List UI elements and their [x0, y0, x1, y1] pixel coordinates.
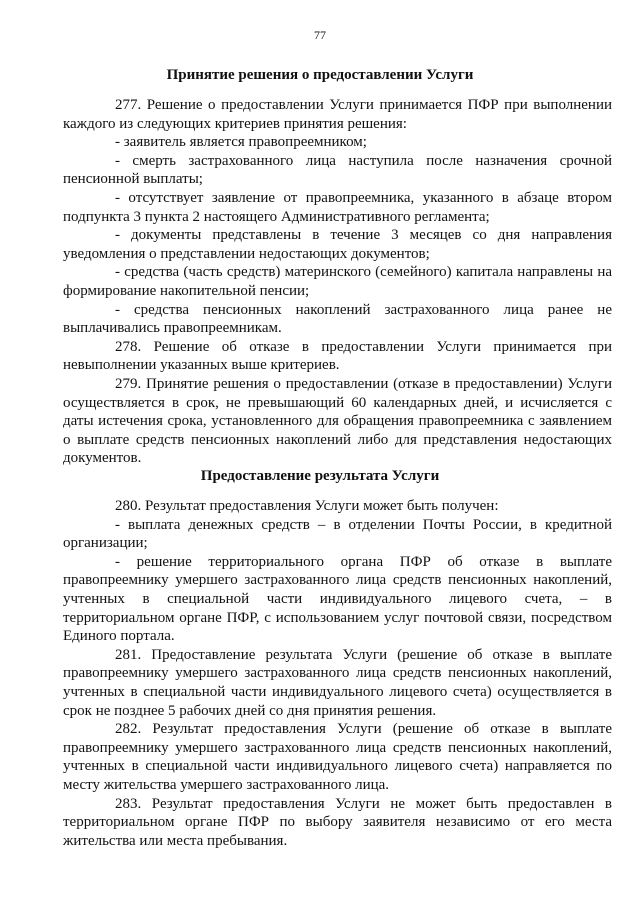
section-heading-decision: Принятие решения о предоставлении Услуги: [166, 67, 474, 83]
paragraph-281: 281. Предоставление результата Услуги (решение об отказе в выплате правопреемнику умершего застрахованного лица средств пенсионных накоплений, учтенных в специальной части индивидуального лицевого счета) осуществляется в срок не позднее 5 рабочих дней со дня принятия решения.: [63, 646, 612, 719]
paragraph-277: 277. Решение о предоставлении Услуги принимается ПФР при выполнении каждого из следующих критериев принятия решения:: [63, 97, 612, 132]
criterion-item: - заявитель является правопреемником;: [115, 134, 367, 151]
page-number: 77: [314, 28, 326, 42]
section-body-result: [63, 497, 612, 850]
paragraph-282: 282. Результат предоставления Услуги (решение об отказе в выплате правопреемнику умершего застрахованного лица средств пенсионных накоплений, учтенных в специальной части индивидуального лицевого счета) направляется по месту жительства умершего застрахованного лица.: [63, 721, 612, 793]
result-item: - решение территориального органа ПФР об отказе в выплате правопреемнику умершего застрахованного лица средств пенсионных накоплений, учтенных в специальной части индивидуального лицевого счета, – в территориальном органе ПФР, с использованием услуг почтовой связи, посредством Единого портала.: [63, 553, 612, 645]
section-heading-result: Предоставление результата Услуги: [200, 468, 440, 484]
criterion-item: - документы представлены в течение 3 месяцев со дня направления уведомления о представлении недостающих документов;: [63, 227, 612, 262]
result-item: - выплата денежных средств – в отделении Почты России, в кредитной организации;: [63, 516, 612, 552]
criterion-item: - средства пенсионных накоплений застрахованного лица ранее не выплачивались правопреемникам.: [63, 301, 612, 337]
paragraph-280: 280. Результат предоставления Услуги может быть получен:: [115, 498, 499, 514]
section-body-decision: [63, 96, 612, 468]
paragraph-278: 278. Решение об отказе в предоставлении Услуги принимается при невыполнении указанных выше критериев.: [63, 338, 612, 374]
paragraph-279: 279. Принятие решения о предоставлении (отказе в предоставлении) Услуги осуществляется в срок, не превышающий 60 календарных дней, и исчисляется с даты истечения срока, установленного для обращения правопреемника с заявлением о выплате средств пенсионных накоплений либо для представления недостающих документов.: [63, 375, 612, 467]
criterion-item: - смерть застрахованного лица наступила после назначения срочной пенсионной выплаты;: [63, 152, 612, 188]
criterion-item: - отсутствует заявление от правопреемника, указанного в абзаце втором подпункта 3 пункта 2 настоящего Административного регламента;: [63, 189, 612, 225]
criterion-item: - средства (часть средств) материнского (семейного) капитала направлены на формирование накопительной пенсии;: [63, 264, 612, 299]
paragraph-283: 283. Результат предоставления Услуги не может быть предоставлен в территориальном органе ПФР по выбору заявителя независимо от его места жительства или места пребывания.: [63, 795, 612, 849]
